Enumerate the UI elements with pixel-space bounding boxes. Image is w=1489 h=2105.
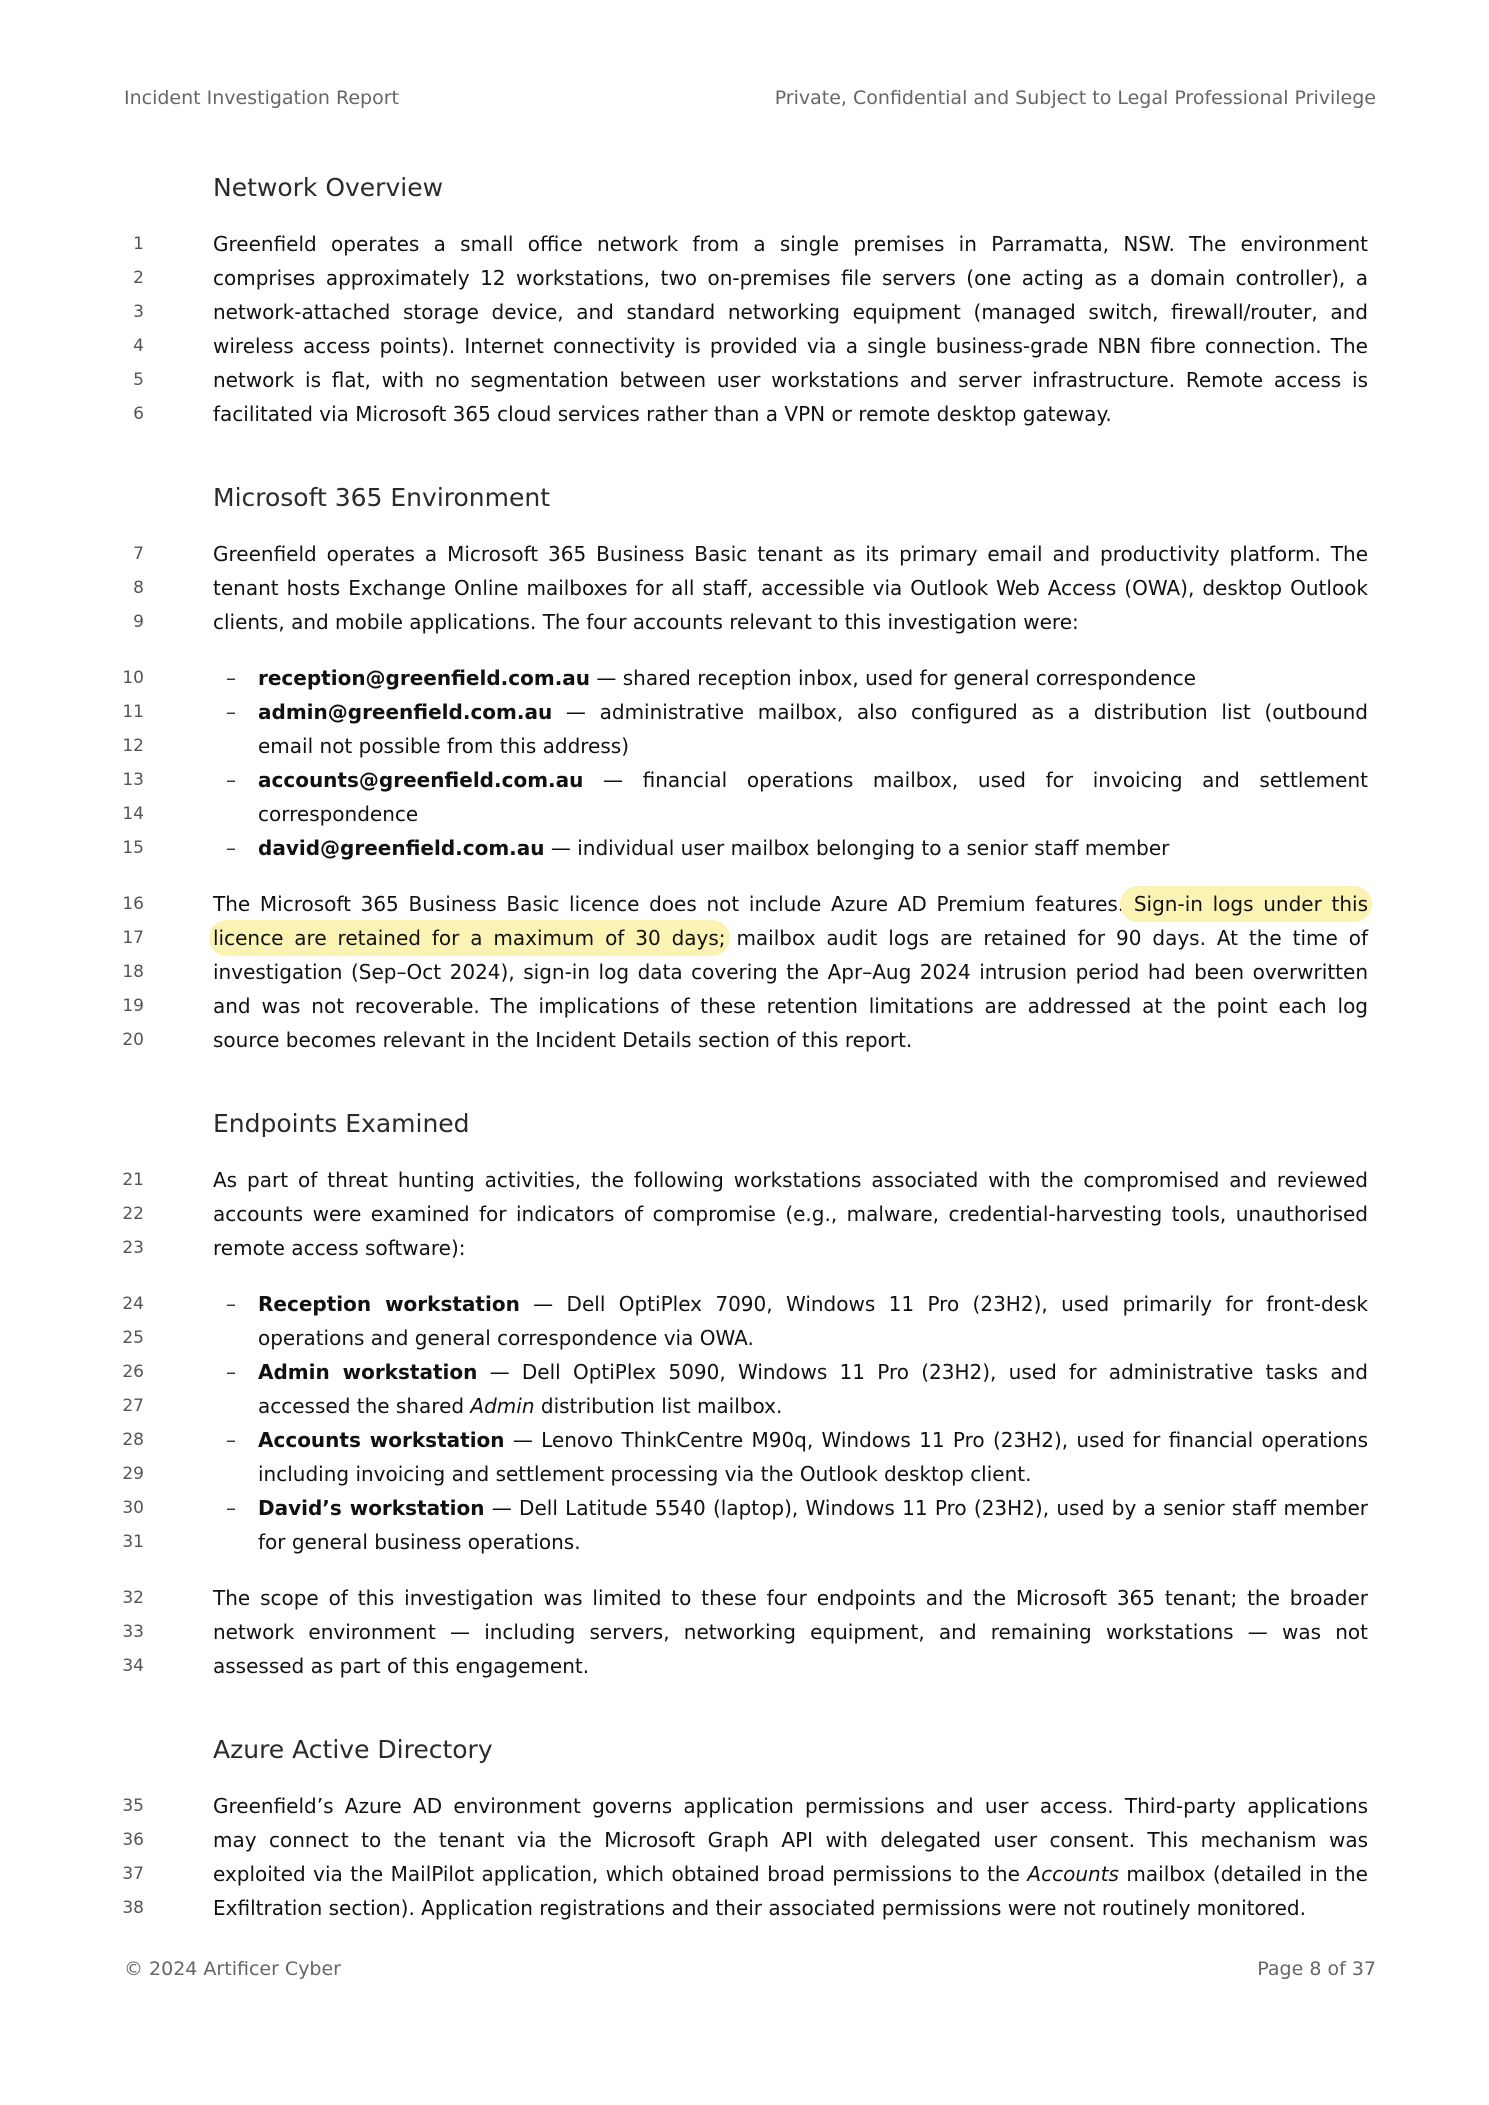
bullet-dash: – xyxy=(226,1428,236,1452)
line-number: 9 xyxy=(133,612,144,632)
text-line: As part of threat hunting activities, the following workstations associated with the compromised and reviewed xyxy=(213,1168,1368,1192)
line-number: 32 xyxy=(122,1588,144,1608)
account-name: accounts@greenfield.com.au xyxy=(258,768,584,792)
line-number: 31 xyxy=(122,1532,144,1552)
line-number: 19 xyxy=(122,996,144,1016)
account-name: david@greenfield.com.au xyxy=(258,836,545,860)
line-number: 36 xyxy=(122,1830,144,1850)
line-number: 18 xyxy=(122,962,144,982)
text-line: wireless access points). Internet connectivity is provided via a single business-grade NBN fibre connection. The xyxy=(213,334,1368,358)
account-description: — shared reception inbox, used for general correspondence xyxy=(590,666,1196,690)
text-line: source becomes relevant in the Incident Details section of this report. xyxy=(213,1028,913,1052)
bullet-dash: – xyxy=(226,700,236,724)
list-item xyxy=(0,763,1489,797)
list-item xyxy=(0,1423,1489,1457)
text-line: including invoicing and settlement processing via the Outlook desktop client. xyxy=(258,1462,1032,1486)
endpoints-list xyxy=(0,1287,1489,1559)
section-title-m365: Microsoft 365 Environment xyxy=(213,483,551,512)
line-number: 24 xyxy=(122,1294,144,1314)
endpoint-description: — Lenovo ThinkCentre M90q, Windows 11 Pro (23H2), used for financial operations xyxy=(504,1428,1368,1452)
endpoint-name: Reception workstation xyxy=(258,1292,520,1316)
text-line: investigation (Sep–Oct 2024), sign-in log data covering the Apr–Aug 2024 intrusion period had been overwritten xyxy=(213,960,1368,984)
list-item xyxy=(0,1355,1489,1389)
text-line: Greenfield’s Azure AD environment governs application permissions and user access. Third-party applications xyxy=(213,1794,1368,1818)
text-line: Exfiltration section). Application registrations and their associated permissions were not routinely monitored. xyxy=(213,1896,1306,1920)
text-line: for general business operations. xyxy=(258,1530,581,1554)
bullet-dash: – xyxy=(226,836,236,860)
highlighted-text: Sign-in logs under this xyxy=(1124,892,1368,916)
endpoint-description: — Dell OptiPlex 7090, Windows 11 Pro (23H2), used primarily for front-desk xyxy=(519,1292,1368,1316)
highlighted-text: licence are retained for a maximum of 30 days; xyxy=(213,926,726,950)
text-line: may connect to the tenant via the Microsoft Graph API with delegated user consent. This mechanism was xyxy=(213,1828,1368,1852)
list-item xyxy=(0,1287,1489,1321)
text-line: email not possible from this address) xyxy=(258,734,629,758)
m365-account-list xyxy=(0,661,1489,865)
line-number: 27 xyxy=(122,1396,144,1416)
line-number: 12 xyxy=(122,736,144,756)
list-item xyxy=(0,831,1489,865)
text-line: network is flat, with no segmentation between user workstations and server infrastructure. Remote access is xyxy=(213,368,1368,392)
line-number: 28 xyxy=(122,1430,144,1450)
text-line: assessed as part of this engagement. xyxy=(213,1654,590,1678)
text-line: operations and general correspondence via OWA. xyxy=(258,1326,754,1350)
line-number: 8 xyxy=(133,578,144,598)
line-number: 6 xyxy=(133,404,144,424)
list-item xyxy=(0,661,1489,695)
line-number: 17 xyxy=(122,928,144,948)
endpoint-name: David’s workstation xyxy=(258,1496,485,1520)
line-number: 7 xyxy=(133,544,144,564)
text-line: accounts were examined for indicators of compromise (e.g., malware, credential-harvesting tools, unauthorised xyxy=(213,1202,1368,1226)
text-line: clients, and mobile applications. The four accounts relevant to this investigation were: xyxy=(213,610,1079,634)
text-line: comprises approximately 12 workstations, two on-premises file servers (one acting as a domain controller), a xyxy=(213,266,1368,290)
bullet-dash: – xyxy=(226,666,236,690)
bullet-dash: – xyxy=(226,1292,236,1316)
endpoint-description: — Dell Latitude 5540 (laptop), Windows 11 Pro (23H2), used by a senior staff member xyxy=(484,1496,1368,1520)
endpoint-name: Admin workstation xyxy=(258,1360,478,1384)
bullet-dash: – xyxy=(226,1496,236,1520)
endpoint-name: Accounts workstation xyxy=(258,1428,505,1452)
text-line: Greenfield operates a Microsoft 365 Business Basic tenant as its primary email and productivity platform. The xyxy=(213,542,1368,566)
endpoints-scope-paragraph xyxy=(0,1581,1489,1683)
line-number: 5 xyxy=(133,370,144,390)
text-line: The Microsoft 365 Business Basic licence does not include Azure AD Premium features. xyxy=(213,892,1125,916)
line-number: 2 xyxy=(133,268,144,288)
network-paragraph xyxy=(0,227,1489,431)
line-number: 37 xyxy=(122,1864,144,1884)
text-line: mailbox audit logs are retained for 90 days. At the time of xyxy=(725,926,1368,950)
line-number: 4 xyxy=(133,336,144,356)
line-number: 33 xyxy=(122,1622,144,1642)
line-number: 26 xyxy=(122,1362,144,1382)
line-number: 29 xyxy=(122,1464,144,1484)
footer-copyright: © 2024 Artificer Cyber xyxy=(124,1958,341,1980)
m365-licence-paragraph xyxy=(0,887,1489,1057)
text-line: tenant hosts Exchange Online mailboxes for all staff, accessible via Outlook Web Access (OWA), desktop Outlook xyxy=(213,576,1368,600)
text-line: and was not recoverable. The implications of these retention limitations are addressed at the point each log xyxy=(213,994,1368,1018)
endpoints-intro-paragraph xyxy=(0,1163,1489,1265)
line-number: 22 xyxy=(122,1204,144,1224)
line-number: 10 xyxy=(122,668,144,688)
text-line: distribution list mailbox. xyxy=(534,1394,783,1418)
text-line: network environment — including servers, networking equipment, and remaining workstations — was not xyxy=(213,1620,1368,1644)
line-number: 1 xyxy=(133,234,144,254)
account-description: — administrative mailbox, also configured as a distribution list (outbound xyxy=(552,700,1368,724)
header-title: Incident Investigation Report xyxy=(124,87,399,109)
section-title-endpoints: Endpoints Examined xyxy=(213,1109,470,1138)
page-content xyxy=(0,171,1489,1925)
text-line: Greenfield operates a small office network from a single premises in Parramatta, NSW. The environment xyxy=(213,232,1368,256)
section-title-network: Network Overview xyxy=(213,173,444,202)
line-number: 11 xyxy=(122,702,144,722)
text-line: accessed the shared xyxy=(258,1394,471,1418)
line-number: 21 xyxy=(122,1170,144,1190)
text-line: facilitated via Microsoft 365 cloud services rather than a VPN or remote desktop gateway. xyxy=(213,402,1112,426)
text-line: correspondence xyxy=(258,802,419,826)
line-number: 25 xyxy=(122,1328,144,1348)
line-number: 23 xyxy=(122,1238,144,1258)
page-footer xyxy=(124,1958,1376,1980)
line-number: 38 xyxy=(122,1898,144,1918)
endpoint-description: — Dell OptiPlex 5090, Windows 11 Pro (23H2), used for administrative tasks and xyxy=(477,1360,1368,1384)
list-item xyxy=(0,695,1489,729)
section-title-aad: Azure Active Directory xyxy=(213,1735,493,1764)
line-number: 35 xyxy=(122,1796,144,1816)
text-line: mailbox (detailed in the xyxy=(1118,1862,1368,1886)
bullet-dash: – xyxy=(226,768,236,792)
italic-term: Accounts xyxy=(1027,1862,1119,1886)
line-number: 3 xyxy=(133,302,144,322)
header-confidentiality: Private, Confidential and Subject to Legal Professional Privilege xyxy=(774,87,1376,109)
page-number: Page 8 of 37 xyxy=(1257,1958,1376,1980)
page-header xyxy=(124,87,1376,109)
account-name: admin@greenfield.com.au xyxy=(258,700,553,724)
line-number: 16 xyxy=(122,894,144,914)
account-description: — financial operations mailbox, used for invoicing and settlement xyxy=(583,768,1368,792)
text-line: The scope of this investigation was limited to these four endpoints and the Microsoft 365 tenant; the broader xyxy=(213,1586,1368,1610)
account-name: reception@greenfield.com.au xyxy=(258,666,591,690)
text-line: remote access software): xyxy=(213,1236,466,1260)
line-number: 30 xyxy=(122,1498,144,1518)
line-number: 34 xyxy=(122,1656,144,1676)
text-line: network-attached storage device, and standard networking equipment (managed switch, firewall/router, and xyxy=(213,300,1368,324)
aad-paragraph xyxy=(0,1789,1489,1925)
italic-term: Admin xyxy=(470,1394,535,1418)
text-line: exploited via the MailPilot application, which obtained broad permissions to the xyxy=(213,1862,1028,1886)
line-number: 14 xyxy=(122,804,144,824)
list-item xyxy=(0,1491,1489,1525)
line-number: 13 xyxy=(122,770,144,790)
line-number: 15 xyxy=(122,838,144,858)
m365-intro-paragraph xyxy=(0,537,1489,639)
bullet-dash: – xyxy=(226,1360,236,1384)
account-description: — individual user mailbox belonging to a senior staff member xyxy=(544,836,1170,860)
line-number: 20 xyxy=(122,1030,144,1050)
